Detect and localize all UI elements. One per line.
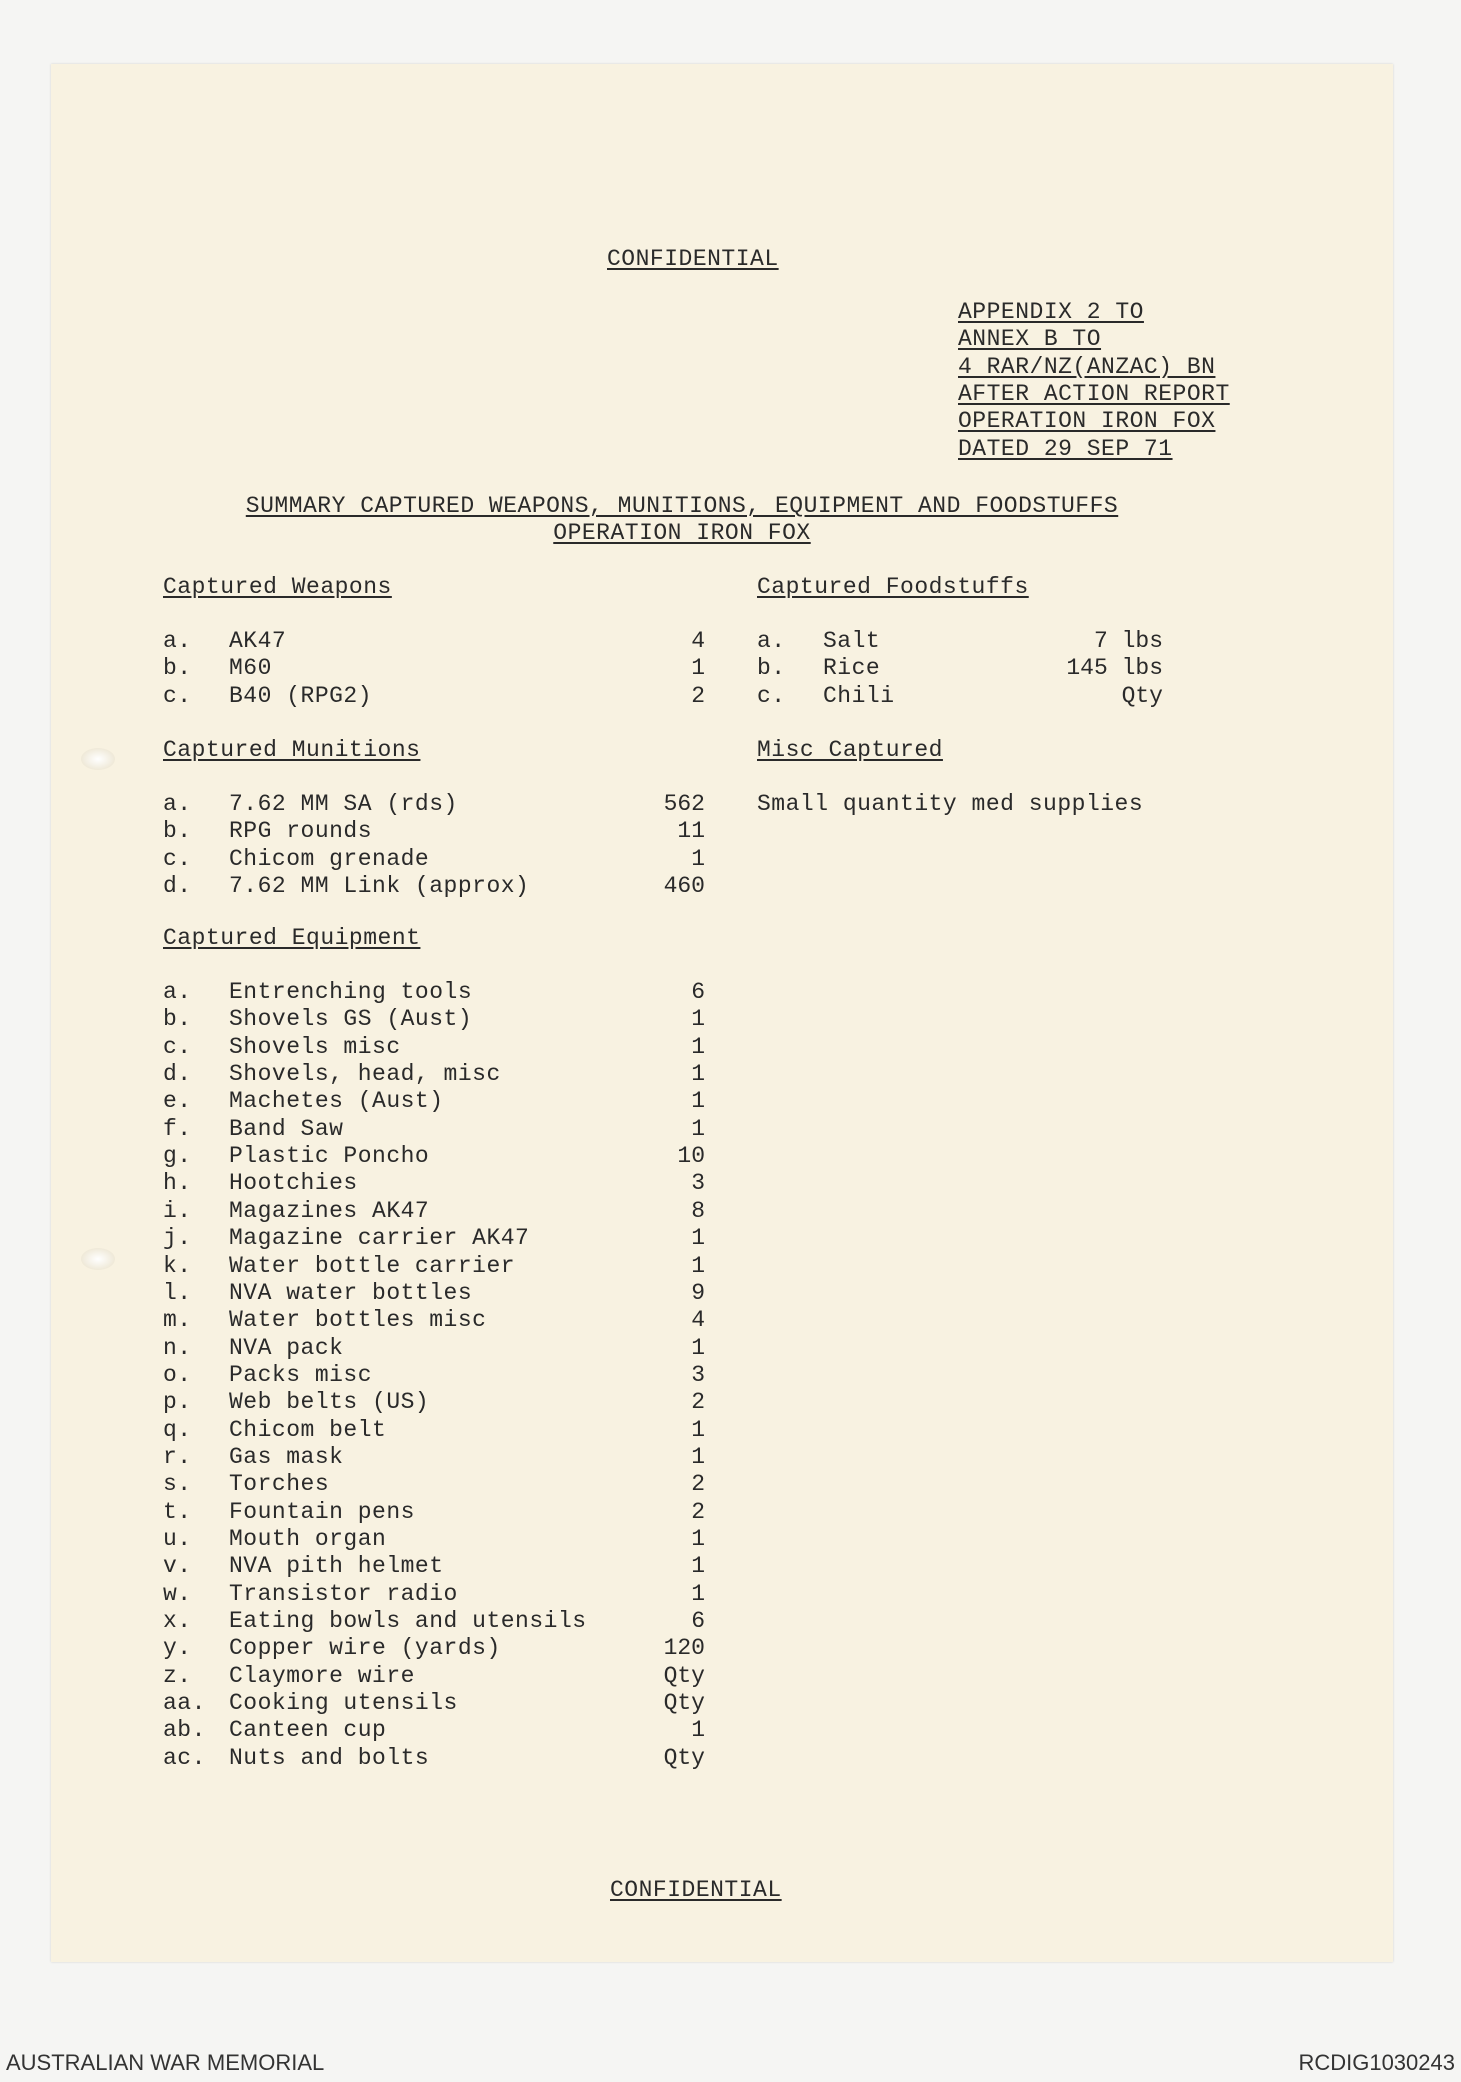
item-letter: l. [163, 1279, 192, 1306]
item-quantity: 4 [691, 1307, 705, 1334]
item-quantity: 8 [691, 1197, 705, 1224]
item-name: 7.62 MM Link (approx) [229, 873, 530, 900]
item-letter: a. [163, 628, 192, 654]
heading-captured-equipment: Captured Equipment [163, 925, 421, 951]
item-letter: d. [163, 1061, 192, 1088]
item-quantity: 2 [691, 682, 705, 709]
item-quantity: 4 [691, 628, 705, 654]
item-letter: h. [163, 1170, 192, 1197]
item-quantity: 562 [663, 791, 705, 817]
item-name: B40 (RPG2) [229, 682, 373, 709]
classification-bottom: CONFIDENTIAL [610, 1877, 782, 1903]
item-quantity: 1 [691, 1443, 705, 1470]
item-name: Fountain pens [229, 1498, 415, 1525]
item-quantity: 1 [691, 1526, 705, 1552]
item-name: M60 [229, 655, 272, 682]
item-letter: s. [163, 1471, 192, 1498]
item-letter: t. [163, 1498, 192, 1525]
item-letter: y. [163, 1635, 192, 1662]
item-name: Shovels GS (Aust) [229, 1006, 473, 1033]
item-quantity: 6 [691, 1608, 705, 1635]
item-name: Salt [823, 628, 881, 654]
item-name: Packs misc [229, 1361, 373, 1388]
item-letter: p. [163, 1389, 192, 1416]
item-name: Cooking utensils [229, 1690, 458, 1717]
item-name: Shovels, head, misc [229, 1061, 501, 1088]
item-quantity: 2 [691, 1389, 705, 1416]
item-letter: c. [163, 845, 192, 872]
item-letter: u. [163, 1526, 192, 1552]
item-letter: i. [163, 1197, 192, 1224]
item-letter: z. [163, 1662, 192, 1689]
item-letter: j. [163, 1225, 192, 1252]
item-quantity: 11 [677, 818, 705, 845]
reference-line: AFTER ACTION REPORT [958, 380, 1230, 407]
item-name: NVA pith helmet [229, 1553, 444, 1580]
item-letter: m. [163, 1307, 192, 1334]
item-quantity: Qty [1121, 682, 1163, 709]
item-quantity: 1 [691, 845, 705, 872]
item-letter: g. [163, 1143, 192, 1170]
reference-line: 4 RAR/NZ(ANZAC) BN [958, 353, 1216, 380]
item-letter: w. [163, 1580, 192, 1607]
item-letter: b. [757, 655, 786, 682]
item-letter: c. [757, 682, 786, 709]
item-quantity: 6 [691, 979, 705, 1005]
item-quantity: 1 [691, 1225, 705, 1252]
item-quantity: 145 lbs [1066, 655, 1163, 682]
item-letter: v. [163, 1553, 192, 1580]
item-quantity: 2 [691, 1498, 705, 1525]
item-letter: r. [163, 1443, 192, 1470]
heading-captured-weapons: Captured Weapons [163, 574, 392, 600]
item-letter: f. [163, 1115, 192, 1142]
item-name: NVA water bottles [229, 1279, 473, 1306]
item-letter: ab. [163, 1717, 206, 1744]
item-quantity: 3 [691, 1361, 705, 1388]
item-quantity: 1 [691, 655, 705, 682]
item-quantity: 1 [691, 1580, 705, 1607]
item-name: Chicom grenade [229, 845, 430, 872]
item-letter: a. [163, 791, 192, 817]
item-letter: aa. [163, 1690, 206, 1717]
item-quantity: 3 [691, 1170, 705, 1197]
item-quantity: Qty [663, 1744, 705, 1771]
item-quantity: 10 [677, 1143, 705, 1170]
item-name: AK47 [229, 628, 287, 654]
item-quantity: Qty [663, 1690, 705, 1717]
item-name: Eating bowls and utensils [229, 1608, 587, 1635]
item-name: Transistor radio [229, 1580, 458, 1607]
item-letter: e. [163, 1088, 192, 1115]
item-letter: c. [163, 1033, 192, 1060]
punch-hole-mark [81, 1248, 115, 1270]
item-name: Gas mask [229, 1443, 344, 1470]
classification-top: CONFIDENTIAL [607, 246, 779, 272]
item-quantity: 460 [663, 873, 705, 900]
item-name: NVA pack [229, 1334, 344, 1361]
item-letter: q. [163, 1416, 192, 1443]
item-letter: b. [163, 818, 192, 845]
item-quantity: 7 lbs [1093, 628, 1163, 654]
item-quantity: 1 [691, 1033, 705, 1060]
heading-captured-foodstuffs: Captured Foodstuffs [757, 574, 1029, 600]
item-name: Entrenching tools [229, 979, 473, 1005]
item-name: Torches [229, 1471, 330, 1498]
item-letter: x. [163, 1608, 192, 1635]
item-name: Chicom belt [229, 1416, 387, 1443]
item-letter: c. [163, 682, 192, 709]
item-name: Canteen cup [229, 1717, 387, 1744]
item-name: Web belts (US) [229, 1389, 430, 1416]
item-letter: a. [757, 628, 786, 654]
heading-captured-munitions: Captured Munitions [163, 737, 421, 763]
item-name: Water bottles misc [229, 1307, 487, 1334]
item-quantity: 1 [691, 1334, 705, 1361]
item-name: Copper wire (yards) [229, 1635, 501, 1662]
item-letter: b. [163, 1006, 192, 1033]
item-letter: ac. [163, 1744, 206, 1771]
item-name: Band Saw [229, 1115, 344, 1142]
item-name: 7.62 MM SA (rds) [229, 791, 458, 817]
item-quantity: 1 [691, 1553, 705, 1580]
document-subtitle: OPERATION IRON FOX [553, 520, 811, 546]
item-quantity: 1 [691, 1115, 705, 1142]
item-name: Nuts and bolts [229, 1744, 430, 1771]
item-letter: o. [163, 1361, 192, 1388]
item-letter: a. [163, 979, 192, 1005]
item-name: Machetes (Aust) [229, 1088, 444, 1115]
item-quantity: Qty [663, 1662, 705, 1689]
item-quantity: 9 [691, 1279, 705, 1306]
misc-captured-text: Small quantity med supplies [757, 791, 1144, 817]
item-name: Chili [823, 682, 895, 709]
item-letter: b. [163, 655, 192, 682]
item-letter: n. [163, 1334, 192, 1361]
footer-source: AUSTRALIAN WAR MEMORIAL [6, 2050, 325, 2075]
item-name: Mouth organ [229, 1526, 387, 1552]
item-quantity: 1 [691, 1006, 705, 1033]
item-name: Plastic Poncho [229, 1143, 430, 1170]
reference-line: DATED 29 SEP 71 [958, 435, 1173, 462]
item-name: Hootchies [229, 1170, 358, 1197]
item-quantity: 1 [691, 1252, 705, 1279]
item-quantity: 1 [691, 1416, 705, 1443]
item-quantity: 120 [663, 1635, 705, 1662]
item-name: Rice [823, 655, 881, 682]
item-name: RPG rounds [229, 818, 373, 845]
reference-line: ANNEX B TO [958, 326, 1102, 353]
item-name: Magazines AK47 [229, 1197, 430, 1224]
item-quantity: 2 [691, 1471, 705, 1498]
item-name: Claymore wire [229, 1662, 415, 1689]
item-quantity: 1 [691, 1061, 705, 1088]
item-name: Water bottle carrier [229, 1252, 516, 1279]
item-quantity: 1 [691, 1088, 705, 1115]
item-name: Shovels misc [229, 1033, 401, 1060]
document-title: SUMMARY CAPTURED WEAPONS, MUNITIONS, EQUIPMENT AND FOODSTUFFS [245, 493, 1119, 519]
punch-hole-mark [81, 748, 115, 770]
item-quantity: 1 [691, 1717, 705, 1744]
reference-line: APPENDIX 2 TO [958, 299, 1144, 325]
heading-misc-captured: Misc Captured [757, 737, 943, 763]
item-letter: k. [163, 1252, 192, 1279]
footer-id: RCDIG1030243 [1298, 2050, 1455, 2075]
reference-line: OPERATION IRON FOX [958, 408, 1216, 435]
item-name: Magazine carrier AK47 [229, 1225, 530, 1252]
item-letter: d. [163, 873, 192, 900]
